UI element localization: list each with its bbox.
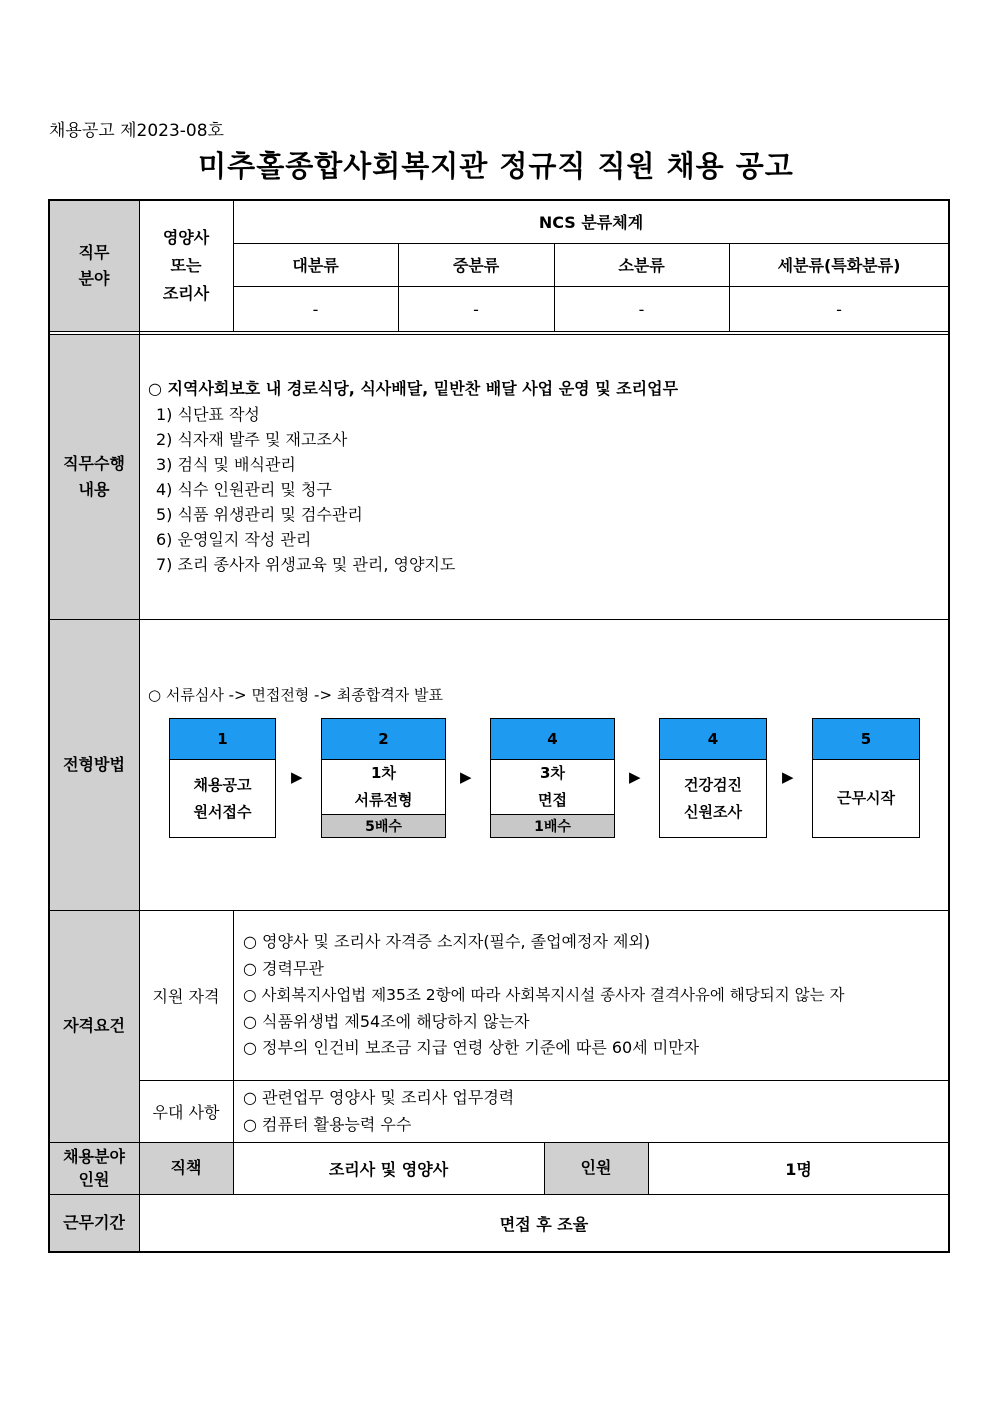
duties-content [148, 376, 678, 577]
column-divider [554, 243, 555, 332]
ncs-column-detail: 세분류(특화분류) [777, 256, 901, 275]
step-number: 4 [491, 719, 614, 760]
eligibility-item: ○ 식품위생법 제54조에 해당하지 않는자 [243, 1011, 530, 1031]
step-number: 4 [660, 719, 766, 760]
duty-item: 3) 검식 및 배식관리 [156, 455, 296, 474]
duty-item: 4) 식수 인원관리 및 청구 [156, 480, 332, 499]
ncs-column-major: 대분류 [292, 256, 339, 275]
duty-item: 2) 식자재 발주 및 재고조사 [156, 430, 348, 449]
ncs-value-middle: - [473, 299, 479, 319]
recruitment-label: 채용분야 인원 [49, 1142, 139, 1194]
row-divider [49, 910, 949, 911]
step-number: 5 [813, 719, 919, 760]
eligibility-label: 지원 자격 [152, 986, 220, 1006]
job-field-label: 직무 분야 [49, 200, 139, 332]
process-step-3 [490, 718, 615, 838]
step-text: 3차 면접 [538, 764, 567, 809]
row-divider [233, 243, 949, 244]
process-step-5 [812, 718, 920, 838]
column-divider [233, 200, 234, 332]
work-period-value: 면접 후 조율 [499, 1214, 589, 1234]
step-text: 근무시작 [837, 789, 895, 807]
step-text: 1차 서류전형 [354, 764, 413, 809]
ncs-column-minor: 소분류 [618, 256, 665, 275]
eligibility-item: ○ 정부의 인건비 보조금 지급 연령 상한 기준에 따른 60세 미만자 [243, 1038, 700, 1057]
ncs-value-major: - [312, 299, 319, 319]
eligibility-item: ○ 사회복지사업법 제35조 2항에 따라 사회복지시설 종사자 결격사유에 해당되지 않는 자 [243, 986, 845, 1004]
ncs-value-minor: - [638, 299, 645, 319]
process-step-1 [169, 718, 276, 838]
process-step-4 [659, 718, 767, 838]
work-period-label: 근무기간 [49, 1194, 139, 1252]
eligibility-item: ○ 영양사 및 조리사 자격증 소지자(필수, 졸업예정자 제외) [243, 932, 651, 951]
qualifications-label: 자격요건 [49, 910, 139, 1142]
table-border-bottom [49, 1251, 950, 1253]
ncs-header: NCS 분류체계 [538, 213, 644, 232]
position-label: 직책 [139, 1142, 233, 1194]
table-border-top [49, 199, 950, 201]
duty-item: 5) 식품 위생관리 및 검수관리 [156, 505, 363, 524]
step-number: 2 [322, 719, 445, 760]
duties-heading: ○ 지역사회보호 내 경로식당, 식사배달, 밑반찬 배달 사업 운영 및 조리업무 [148, 379, 679, 398]
step-number: 1 [170, 719, 275, 760]
eligibility-item: ○ 경력무관 [243, 958, 324, 978]
table-border-right [948, 199, 950, 1253]
notice-number: 채용공고 제2023-08호 [49, 121, 224, 141]
process-step-2 [321, 718, 446, 838]
row-divider [49, 619, 949, 620]
arrow-icon: ▶ [782, 768, 794, 786]
ncs-column-middle: 중분류 [452, 256, 500, 275]
page-title: 미추홀종합사회복지관 정규직 직원 채용 공고 [198, 149, 794, 183]
arrow-icon: ▶ [629, 768, 641, 786]
step-ratio: 5배수 [322, 814, 445, 837]
count-value: 1명 [785, 1159, 812, 1179]
column-divider [139, 200, 140, 1252]
position-value: 조리사 및 영양사 [328, 1159, 449, 1179]
ncs-value-detail: - [836, 299, 842, 319]
preference-item: ○ 컴퓨터 활용능력 우수 [243, 1114, 412, 1134]
selection-label: 전형방법 [49, 619, 139, 910]
row-divider [49, 1142, 949, 1143]
column-divider [648, 1142, 649, 1194]
duty-item: 1) 식단표 작성 [156, 405, 260, 424]
step-text: 채용공고 원서접수 [193, 775, 252, 821]
duty-item: 7) 조리 종사자 위생교육 및 관리, 영양지도 [156, 555, 456, 574]
selection-summary: ○ 서류심사 -> 면접전형 -> 최종합격자 발표 [148, 686, 444, 704]
column-divider [398, 243, 399, 332]
position-types: 영양사 또는 조리사 [162, 228, 210, 303]
table-border-left [48, 199, 50, 1253]
arrow-icon: ▶ [291, 768, 303, 786]
preference-label: 우대 사항 [152, 1102, 220, 1122]
step-ratio: 1배수 [491, 814, 614, 837]
count-label: 인원 [544, 1142, 648, 1194]
row-divider [49, 1194, 949, 1195]
duties-label: 직무수행 내용 [49, 335, 139, 619]
preference-item: ○ 관련업무 영양사 및 조리사 업무경력 [243, 1088, 515, 1107]
duty-item: 6) 운영일지 작성 관리 [156, 530, 312, 549]
step-text: 건강검진 신원조사 [684, 775, 742, 821]
section-divider [49, 331, 949, 332]
preference-list [243, 1085, 514, 1138]
column-divider [729, 243, 730, 332]
row-divider [139, 1080, 949, 1081]
column-divider [544, 1142, 545, 1194]
eligibility-list [243, 929, 844, 1062]
row-divider [233, 286, 949, 287]
section-divider [49, 334, 949, 335]
column-divider [233, 910, 234, 1194]
arrow-icon: ▶ [460, 768, 472, 786]
